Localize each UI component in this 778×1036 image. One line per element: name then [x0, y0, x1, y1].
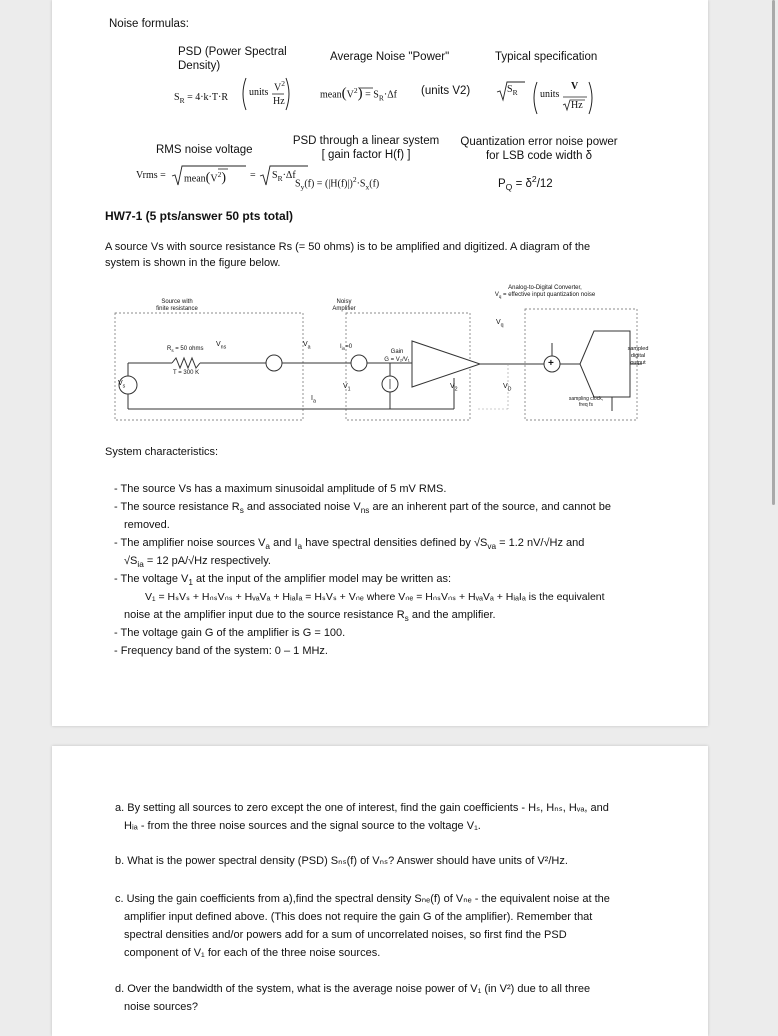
mean-formula: $mean(V^2) = S_R\cdot\Delta f$	[320, 85, 397, 103]
gain-label: Gain G = V₂/V₁	[384, 349, 410, 363]
avg-noise-header: Average Noise "Power"	[330, 51, 450, 63]
v1-label: $V_1$	[343, 383, 351, 393]
char-item-4-equation: V₁ = HₛVₛ + HₙₛVₙₛ + HᵥₐVₐ + HᵢₐIₐ = HₛVₛ + Vₙₑ where Vₙₑ = HₙₛVₙₛ + HᵥₐVₐ + HᵢₐIₐ is the equivalent	[145, 591, 605, 603]
char-item-5: - The voltage gain G of the amplifier is G = 100.	[114, 627, 346, 639]
v2-label: $V_2$	[450, 383, 458, 393]
question-c-line-1: c. Using the gain coefficients from a),find the spectral density Sₙₑ(f) of Vₙₑ - the equivalent noise at the	[115, 893, 610, 905]
iin-label: $I_{in}=0$	[340, 344, 353, 352]
question-d-line-2: noise sources?	[124, 1001, 198, 1013]
va-source	[351, 355, 367, 371]
question-a-line-1: a. By setting all sources to zero except the one of interest, find the gain coefficients - Hₛ, Hₙₛ, Hᵥₐ, and	[115, 802, 609, 814]
sampling-clock-label: sampling clock, freq fs	[568, 396, 604, 408]
noise-formulas-title: Noise formulas:	[109, 18, 189, 30]
hw-title: HW7-1 (5 pts/answer 50 pts total)	[105, 209, 294, 223]
units-fraction-1: units $V^2$ Hz	[240, 75, 292, 113]
psd-header: PSD (Power Spectral Density)	[178, 46, 287, 72]
va-label: $V_a$	[303, 341, 311, 351]
question-c-line-3: spectral densities and/or powers add for a sum of uncorrelated noises, so first find the PSD	[124, 929, 567, 941]
char-item-2: - The source resistance $R_s$ and associated noise $V_{ns}$ are an inherent part of the source, and cannot be	[114, 501, 611, 516]
vs-label: $V_s$	[118, 380, 126, 390]
intro-line-2: system is shown in the figure below.	[105, 257, 281, 269]
question-d-line-1: d. Over the bandwidth of the system, what is the average noise power of V₁ (in V²) due to all three	[115, 983, 591, 995]
noisy-amp-label: Noisy Amplifier	[332, 299, 356, 312]
char-item-6: - Frequency band of the system: 0 – 1 MHz.	[114, 645, 328, 657]
char-item-4: - The voltage $V_1$ at the input of the amplifier model may be written as:	[114, 573, 452, 588]
char-item-4-cont: noise at the amplifier input due to the source resistance $R_s$ and the amplifier.	[124, 609, 496, 624]
typical-spec-formula: $S_R$ units V Hz	[495, 78, 595, 118]
vd-label: $V_D$	[503, 383, 512, 393]
adc-label: Analog-to-Digital Converter, $V_q$ = effective input quantization noise	[494, 285, 596, 300]
summer-plus: +	[548, 358, 554, 369]
ia-label: $I_a$	[311, 395, 316, 405]
units-v2: (units V2)	[421, 85, 471, 97]
scrollbar[interactable]	[772, 0, 775, 505]
vq-diagram-label: $V_q$	[496, 319, 504, 329]
source-label: Source with finite resistance	[156, 299, 198, 312]
quant-noise-label: Quantization error noise power for LSB code width δ	[460, 136, 618, 162]
document-page-1	[52, 0, 708, 726]
char-item-3-cont: $√S_{ia} = 12$ pA/√Hz respectively.	[124, 555, 271, 570]
sampled-output-label: sampled digital output	[627, 346, 649, 366]
intro-line-1: A source Vs with source resistance Rs (= 50 ohms) is to be amplified and digitized. A diagram of the	[105, 241, 591, 253]
document-page-2	[52, 746, 708, 1036]
char-item-2-cont: removed.	[124, 519, 170, 531]
char-item-1: - The source Vs has a maximum sinusoidal amplitude of 5 mV RMS.	[114, 483, 447, 495]
psd-linear-label: PSD through a linear system [ gain factor H(f) ]	[292, 135, 440, 161]
sr-formula: $S_R = 4\cdot k\cdot T\cdot R$	[174, 92, 228, 105]
amplifier-triangle	[412, 341, 480, 387]
sy-formula: $S_y(f) = (|H(f)|)^2\cdot S_x(f)$	[295, 175, 380, 192]
question-c-line-4: component of V₁ for each of the three noise sources.	[124, 947, 381, 959]
system-char-title: System characteristics:	[105, 446, 219, 458]
question-b: b. What is the power spectral density (PSD) Sₙₛ(f) of Vₙₛ? Answer should have units of V²/Hz.	[115, 855, 568, 867]
char-item-3: - The amplifier noise sources $V_a$ and $I_a$ have spectral densities defined by $√S_{va} = 1.2$ nV/√Hz and	[114, 537, 585, 552]
vns-source	[266, 355, 282, 371]
rms-noise-label: RMS noise voltage	[156, 144, 253, 156]
question-c-line-2: amplifier input defined above. (This does not require the gain G of the amplifier). Remember that	[124, 911, 593, 923]
vrms-formula: Vrms = $mean(V^2)$ = $S_R\cdot\Delta f$	[136, 163, 326, 191]
typical-spec-header: Typical specification	[495, 51, 598, 63]
vns-label: $V_{ns}$	[216, 341, 227, 351]
question-a-line-2: Hᵢₐ - from the three noise sources and the signal source to the voltage V₁.	[124, 820, 481, 832]
pq-formula: $P_Q = \delta^2/12$	[498, 174, 553, 193]
temp-label: T = 300 K	[173, 370, 200, 376]
rs-label: $R_s = 50$ ohms	[167, 346, 204, 354]
